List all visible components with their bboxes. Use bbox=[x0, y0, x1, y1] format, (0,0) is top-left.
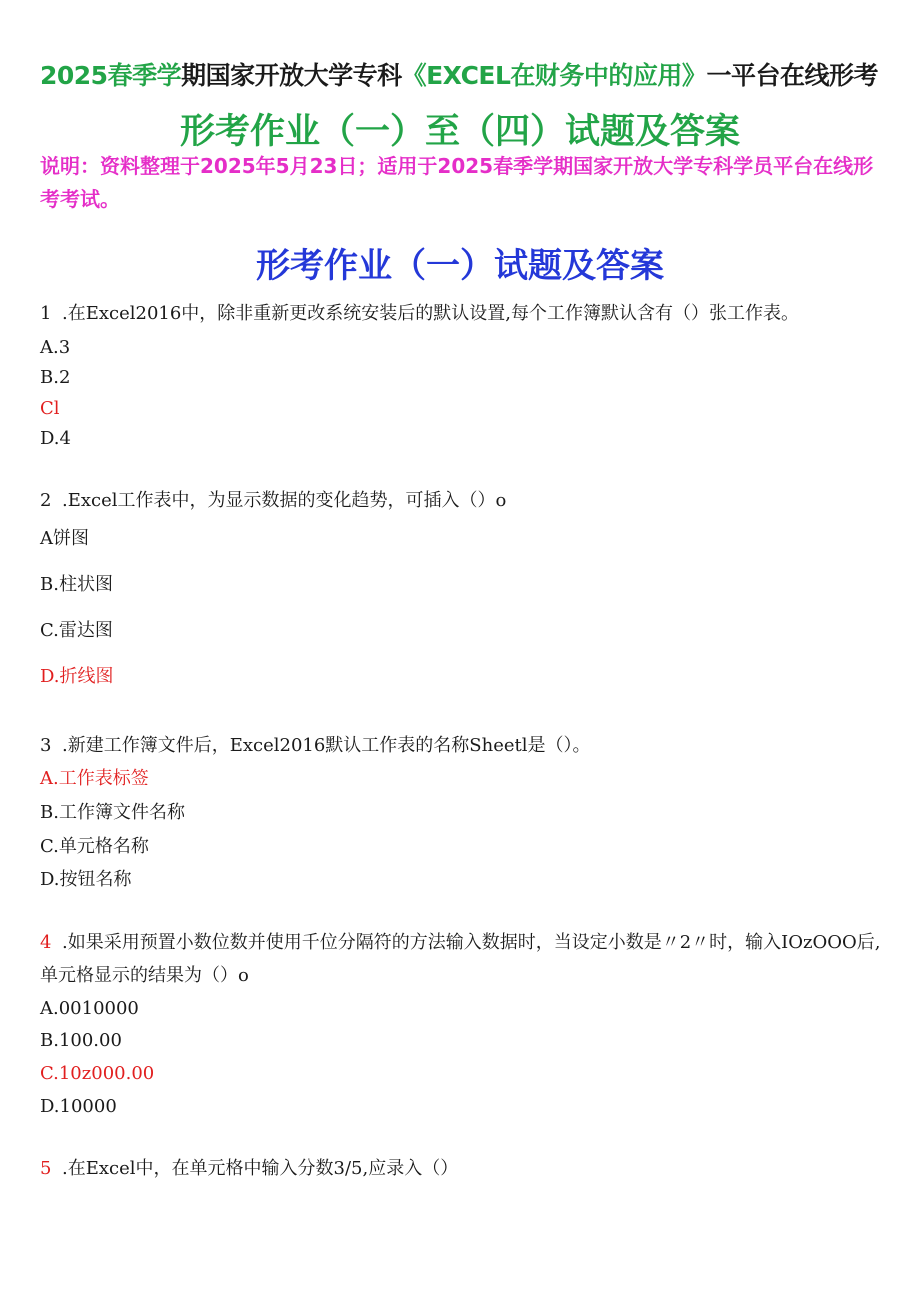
question-1 bbox=[40, 301, 890, 327]
title-segment-year: 2025春季学 bbox=[40, 61, 182, 90]
question-1-option-a: A.3 bbox=[40, 337, 71, 358]
question-2-option-a: A饼图 bbox=[40, 528, 89, 549]
title-segment-school: 期国家开放大学专科 bbox=[181, 61, 402, 90]
question-number: 3 bbox=[40, 735, 52, 756]
question-5 bbox=[40, 1156, 890, 1182]
question-text: .Excel工作表中，为显示数据的变化趋势，可插入（）o bbox=[62, 490, 507, 511]
document-note: 说明：资料整理于2025年5月23日；适用于2025春季学期国家开放大学专科学员平台在线形考考试。 bbox=[40, 154, 874, 211]
question-4-option-c-answer: C.10z000.00 bbox=[40, 1063, 155, 1084]
question-1-option-b: B.2 bbox=[40, 367, 71, 388]
question-1-option-d: D.4 bbox=[40, 428, 71, 449]
title-segment-course: 《EXCEL在财务中的应用》 bbox=[401, 61, 707, 90]
question-3-option-a-answer: A.工作表标签 bbox=[40, 768, 149, 789]
question-4-option-b: B.100.00 bbox=[40, 1030, 122, 1051]
question-number: 2 bbox=[40, 490, 52, 511]
question-2-option-c: C.雷达图 bbox=[40, 620, 113, 641]
question-3 bbox=[40, 733, 890, 759]
question-text: .新建工作簿文件后，Excel2016默认工作表的名称Sheetl是（）。 bbox=[62, 735, 591, 756]
question-text: .在Excel2016中，除非重新更改系统安装后的默认设置,每个工作簿默认含有（）张工作表。 bbox=[62, 303, 800, 324]
question-4 bbox=[40, 926, 890, 992]
question-3-option-c: C.单元格名称 bbox=[40, 836, 149, 857]
title-segment-platform: 一平台在线形考 bbox=[706, 61, 878, 90]
question-2 bbox=[40, 488, 890, 514]
question-number: 5 bbox=[40, 1158, 52, 1179]
question-number: 4 bbox=[40, 932, 52, 953]
question-4-option-d: D.10000 bbox=[40, 1096, 117, 1117]
question-number: 1 bbox=[40, 303, 52, 324]
question-3-option-b: B.工作簿文件名称 bbox=[40, 802, 185, 823]
question-4-option-a: A.0010000 bbox=[40, 998, 139, 1019]
question-1-option-c-answer: Cl bbox=[40, 398, 60, 419]
question-2-option-d-answer: D.折线图 bbox=[40, 666, 114, 687]
document-title-line2: 形考作业（一）至（四）试题及答案 bbox=[179, 112, 740, 152]
question-text: .在Excel中，在单元格中输入分数3/5,应录入（） bbox=[62, 1158, 459, 1179]
question-text: .如果采用预置小数位数并使用千位分隔符的方法输入数据时，当设定小数是〃2〃时，输入IOzOOO后,单元格显示的结果为（）o bbox=[40, 932, 881, 986]
document-title-line1 bbox=[40, 56, 900, 92]
question-3-option-d: D.按钮名称 bbox=[40, 869, 132, 890]
section-title: 形考作业（一）试题及答案 bbox=[256, 246, 664, 286]
question-2-option-b: B.柱状图 bbox=[40, 574, 113, 595]
